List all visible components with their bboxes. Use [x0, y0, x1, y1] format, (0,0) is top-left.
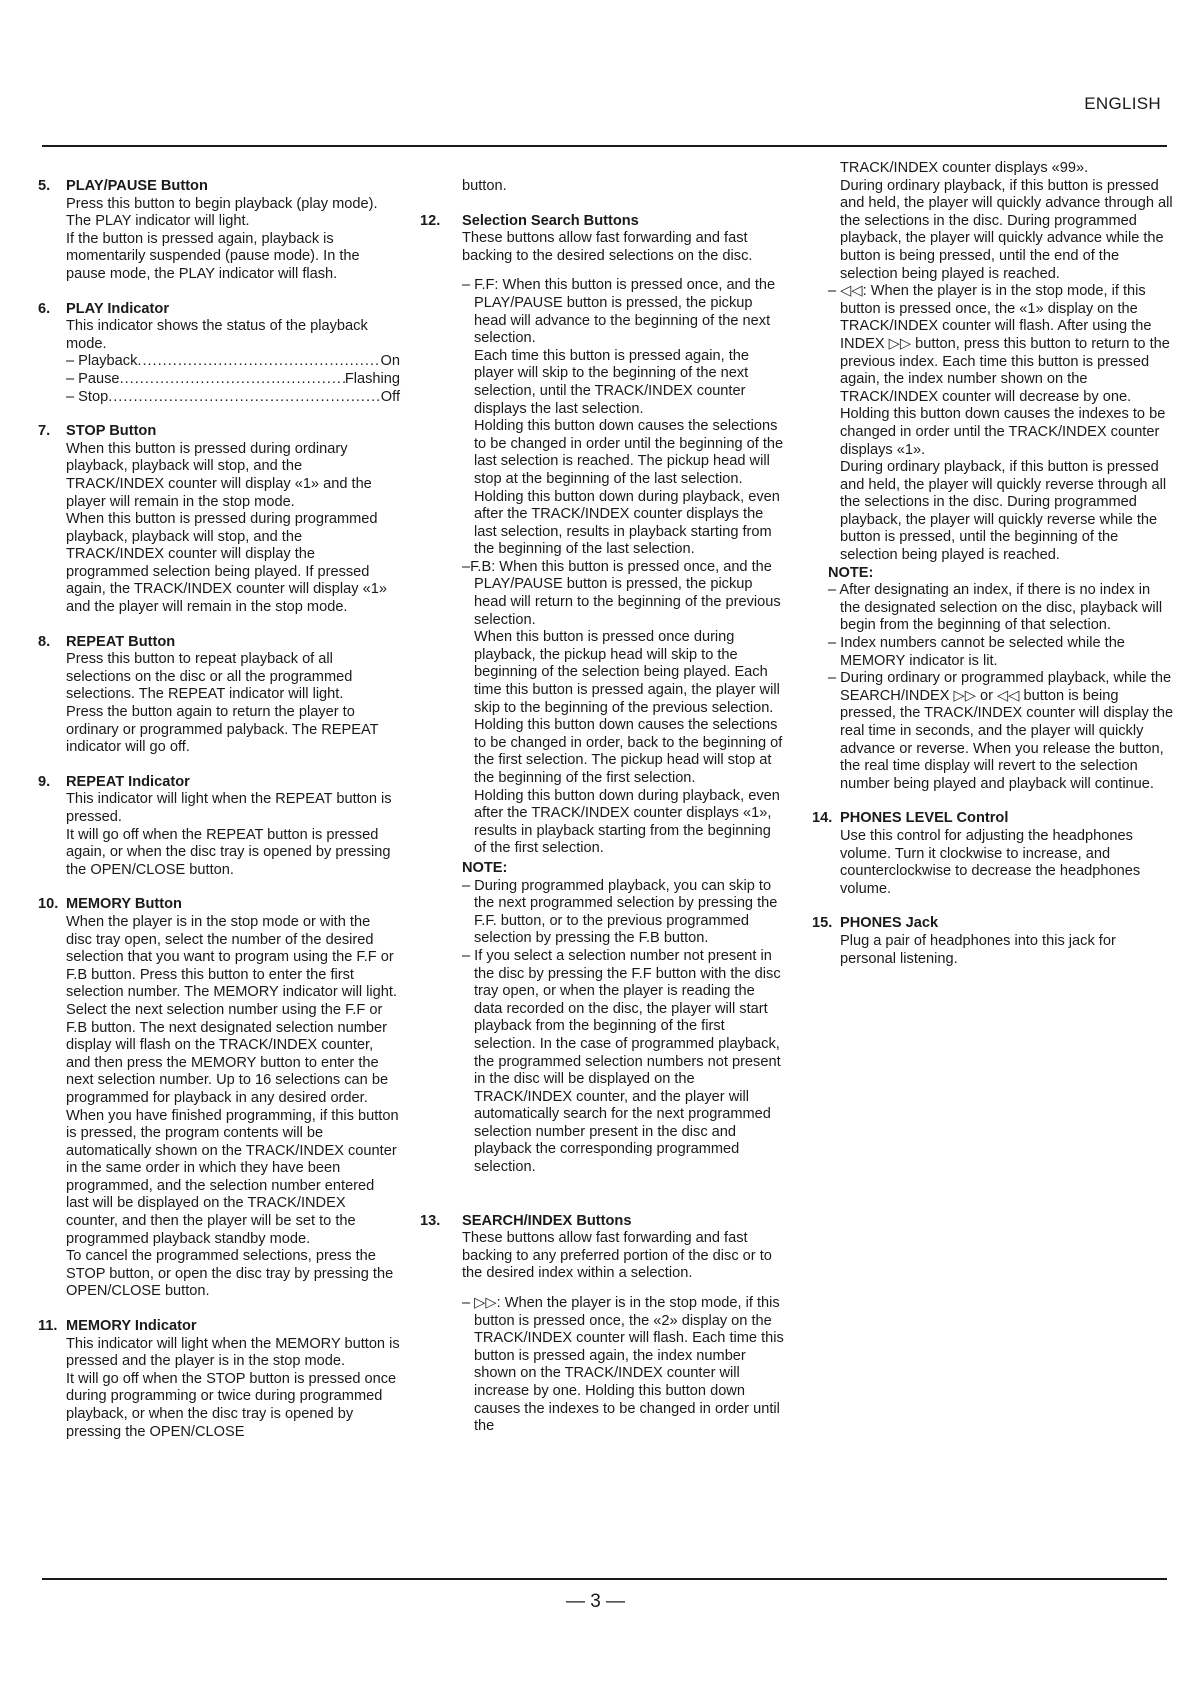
paragraph: It will go off when the STOP button is pressed once during programming or twice during programmed playback, or when the disc tray is opened by pressing the OPEN/CLOSE: [66, 1370, 397, 1440]
section-title: MEMORY Button: [66, 896, 182, 913]
section-number: 14.: [812, 810, 833, 827]
reverse-description: [828, 283, 1174, 565]
section-number: 8.: [38, 633, 51, 650]
continuation-block: [840, 160, 1174, 283]
section-title: Selection Search Buttons: [462, 212, 639, 229]
section-stop-button: [38, 423, 400, 617]
paragraph: During ordinary playback, if this button is pressed and held, the player will quickly reverse through all the selections in the disc. During programmed playback, the player will quickly reverse while the button is pressed, until the beginning of the selection being played is reached.: [840, 459, 1167, 564]
paragraph: –F.B: When this button is pressed once, and the PLAY/PAUSE button is pressed, the pickup head will return to the beginning of the previous selection.: [462, 558, 781, 628]
paragraph: – ▷▷: When the player is in the stop mode, if this button is pressed once, the «2» display on the TRACK/INDEX counter will flash. Each time this button is pressed again, the index number shown on the TRACK/INDEX counter will increase by one. Holding this button down causes the indexes to be changed in order until the: [462, 1295, 784, 1435]
paragraph: Press this button to begin playback (play mode). The PLAY indicator will light.: [66, 195, 378, 230]
paragraph: Each time this button is pressed again, the player will skip to the beginning of the next selection, until the TRACK/INDEX counter displays the last selection.: [474, 347, 750, 417]
section-phones-jack: [812, 915, 1174, 968]
section-number: 9.: [38, 773, 51, 790]
section-number: 10.: [38, 896, 59, 913]
section-phones-level-control: [812, 810, 1174, 898]
ff-description: [462, 277, 786, 559]
section-number: 5.: [38, 178, 51, 194]
state-value: On: [380, 353, 400, 370]
section-number: 6.: [38, 300, 51, 317]
paragraph: Holding this button down during playback, even after the TRACK/INDEX counter displays the last selection, results in playback starting from the beginning of the last selection.: [474, 488, 780, 558]
note-item: – During ordinary or programmed playback, while the SEARCH/INDEX ▷▷ or ◁◁ button is being pressed, the TRACK/INDEX counter will display the real time in seconds, and the player will quickly advance or reverse. When you release the button, the real time display will revert to the selection number being played and playback will continue.: [828, 670, 1174, 792]
leader-dots: [120, 371, 345, 389]
state-label: – Pause: [66, 370, 120, 387]
paragraph: When the player is in the stop mode or with the disc tray open, select the number of the desired selection that you want to program using the F.F or F.B button. Press this button to enter the first selection number. The MEMORY indicator will light. Select the next selection number using the F.F or F.B button. The next designated selection number display will flash on the TRACK/INDEX counter, and then press the MEMORY button to enter the next selection number. Up to 16 selections can be programmed for playback in any desired order.: [66, 913, 397, 1106]
state-label: – Playback: [66, 353, 138, 370]
state-label: – Stop: [66, 388, 109, 405]
section-number: 11.: [38, 1318, 58, 1335]
note-item: – After designating an index, if there is no index in the designated selection on the disc, playback will begin from the beginning of that selection.: [828, 582, 1163, 634]
section-play-indicator: [38, 301, 400, 407]
section-play-pause-button: [38, 178, 400, 284]
forward-description: [462, 1295, 786, 1436]
section-selection-search-buttons: [420, 213, 786, 1177]
paragraph: Holding this button down causes the selections to be changed in order until the beginning of the last selection is reached. The pickup head will stop at the beginning of the last selection.: [474, 418, 784, 487]
section-number: 7.: [38, 423, 51, 440]
paragraph: When this button is pressed during programmed playback, playback will stop, and the TRACK/INDEX counter will display the programmed selection being played. If pressed again, the TRACK/INDEX counter will display «1» and the player will remain in the stop mode.: [66, 511, 387, 616]
paragraph: These buttons allow fast forwarding and fast backing to the desired selections on the disc.: [462, 230, 753, 264]
section-title: SEARCH/INDEX Buttons: [462, 1212, 632, 1229]
state-row-pause: [66, 371, 400, 389]
column-right: [812, 160, 1174, 985]
paragraph: If the button is pressed again, playback is momentarily suspended (pause mode). In the pause mode, the PLAY indicator will flash.: [66, 230, 360, 282]
paragraph: Use this control for adjusting the headphones volume. Turn it clockwise to increase, and counterclockwise to decrease the headphones volume.: [840, 827, 1141, 897]
section-number: 13.: [420, 1212, 441, 1229]
section-memory-indicator: [38, 1318, 400, 1441]
fb-description: [462, 559, 786, 858]
paragraph: TRACK/INDEX counter displays «99».: [840, 160, 1089, 176]
note-heading: NOTE:: [462, 859, 508, 876]
section-number: 12.: [420, 212, 441, 229]
page-number: — 3 —: [565, 1591, 626, 1612]
note-block: [828, 565, 1174, 794]
column-left: [38, 178, 400, 1458]
state-row-stop: [66, 389, 400, 407]
paragraph: – ◁◁: When the player is in the stop mode, if this button is pressed once, the «1» display on the TRACK/INDEX counter will flash. After using the INDEX ▷▷ button, press this button to return to the previous index. Each time this button is pressed again, the index number shown on the TRACK/INDEX counter will decrease by one. Holding this button down causes the indexes to be changed in order until the TRACK/INDEX counter displays «1».: [828, 283, 1170, 458]
section-title: STOP Button: [66, 423, 157, 440]
bottom-divider: [42, 1578, 1167, 1580]
section-memory-button: [38, 896, 400, 1301]
paragraph: Plug a pair of headphones into this jack for personal listening.: [840, 932, 1116, 967]
section-title: REPEAT Button: [66, 633, 176, 650]
state-row-playback: [66, 353, 400, 371]
section-title: PLAY Indicator: [66, 300, 169, 317]
paragraph: This indicator will light when the REPEAT button is pressed.: [66, 791, 392, 825]
section-title: MEMORY Indicator: [66, 1318, 197, 1335]
paragraph: When you have finished programming, if this button is pressed, the program contents will be automatically shown on the TRACK/INDEX counter in the same order in which they have been programmed, and the selection number entered last will be displayed on the TRACK/INDEX counter, and then the player will be set to the programmed playback standby mode.: [66, 1107, 399, 1247]
paragraph: Press the button again to return the player to ordinary or programmed palyback. The REPEAT indicator will go off.: [66, 704, 379, 756]
column-middle: [420, 178, 786, 1453]
section-title: PLAY/PAUSE Button: [66, 178, 208, 194]
note-item: – If you select a selection number not present in the disc by pressing the F.F button with the disc tray open, or when the player is reading the data recorded on the disc, the player will start playback from the beginning of the first selection. In the case of programmed playback, the programmed selection numbers not present in the disc will be displayed on the TRACK/INDEX counter, and the player will automatically search for the next programmed selection number present in the disc and playback the corresponding programmed selection.: [462, 947, 781, 1176]
paragraph: Holding this button down causes the selections to be changed in order, back to the beginning of the first selection. The pickup head will stop at the beginning of the first selection.: [474, 717, 783, 786]
language-label: ENGLISH: [1084, 94, 1161, 113]
paragraph: During ordinary playback, if this button is pressed and held, the player will quickly advance through all the selections in the disc. During programmed playback, the player will quickly advance while the button is being pressed, until the end of the selection being played is reached.: [840, 177, 1173, 282]
paragraph: To cancel the programmed selections, press the STOP button, or open the disc tray by pressing the OPEN/CLOSE button.: [66, 1248, 394, 1300]
state-value: Flashing: [344, 370, 400, 387]
paragraph: Press this button to repeat playback of all selections on the disc or all the programmed selections. The REPEAT indicator will light.: [66, 651, 353, 703]
leader-dots: [108, 389, 381, 407]
paragraph: Holding this button down during playback, even after the TRACK/INDEX counter displays «1», results in playback starting from the beginning of the first selection.: [474, 787, 780, 857]
section-title: REPEAT Indicator: [66, 773, 190, 790]
section-title: PHONES Jack: [840, 915, 939, 932]
paragraph: This indicator will light when the MEMORY button is pressed and the player is in the stop mode.: [66, 1335, 400, 1370]
paragraph: – F.F: When this button is pressed once, and the PLAY/PAUSE button is pressed, the pickup head will advance to the beginning of the next selection.: [462, 277, 776, 347]
continuation-text: button.: [462, 178, 507, 194]
paragraph: When this button is pressed during ordinary playback, playback will stop, and the TRACK/INDEX counter will display «1» and the player will remain in the stop mode.: [66, 440, 372, 510]
section-number: 15.: [812, 915, 833, 932]
section-repeat-button: [38, 634, 400, 757]
section-repeat-indicator: [38, 774, 400, 880]
paragraph: When this button is pressed once during playback, the pickup head will skip to the beginning of the selection being played. Each time this button is pressed again, the player will skip to the beginning of the previous selection.: [474, 629, 780, 716]
top-divider: [42, 145, 1167, 147]
paragraph: This indicator shows the status of the playback mode.: [66, 318, 368, 352]
leader-dots: [137, 353, 380, 371]
section-title: PHONES LEVEL Control: [840, 810, 1009, 827]
state-value: Off: [380, 388, 400, 405]
note-item: – During programmed playback, you can skip to the next programmed selection by pressing the F.F. button, or to the previous programmed selection by pressing the F.B button.: [462, 877, 778, 947]
section-search-index-buttons: [420, 1213, 786, 1436]
note-item: – Index numbers cannot be selected while the MEMORY indicator is lit.: [828, 635, 1125, 669]
paragraph: It will go off when the REPEAT button is pressed again, or when the disc tray is opened by pressing the OPEN/CLOSE button.: [66, 826, 391, 878]
note-heading: NOTE:: [828, 564, 874, 581]
paragraph: These buttons allow fast forwarding and fast backing to any preferred portion of the disc or to the desired index within a selection.: [462, 1230, 772, 1282]
